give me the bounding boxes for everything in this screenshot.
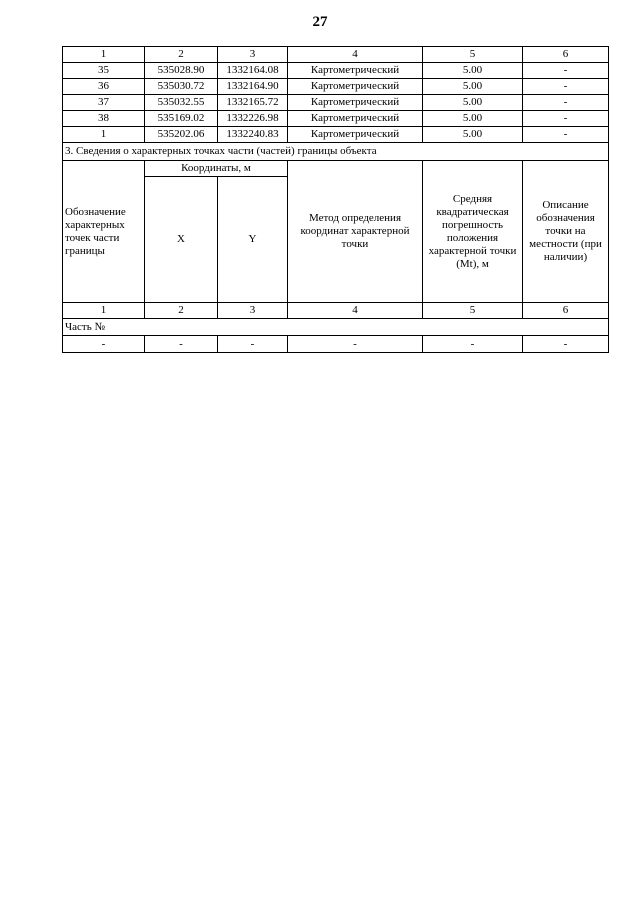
description: - <box>523 63 609 79</box>
error: 5.00 <box>423 63 523 79</box>
error: 5.00 <box>423 111 523 127</box>
method: Картометрический <box>288 79 423 95</box>
header-line: характерных <box>65 218 125 231</box>
section-title: 3. Сведения о характерных точках части (частей) границы объекта <box>63 143 609 161</box>
col-number: 4 <box>288 47 423 63</box>
col-number: 2 <box>145 47 218 63</box>
point-id: 1 <box>63 127 145 143</box>
description: - <box>523 79 609 95</box>
table-row <box>63 63 609 79</box>
points-table <box>62 46 609 353</box>
col-number: 4 <box>288 303 423 319</box>
method: Картометрический <box>288 111 423 127</box>
empty-cell: - <box>423 336 523 353</box>
point-id: 36 <box>63 79 145 95</box>
points-designation-header <box>63 161 145 303</box>
method-header: Метод определения координат характерной точки <box>288 161 423 303</box>
table-row <box>63 336 609 353</box>
point-id: 38 <box>63 111 145 127</box>
x-header: X <box>145 177 218 303</box>
section-title-row <box>63 143 609 161</box>
description: - <box>523 95 609 111</box>
empty-cell: - <box>523 336 609 353</box>
col-number: 3 <box>218 47 288 63</box>
empty-cell: - <box>145 336 218 353</box>
error-header: Средняя квадратическая погрешность положения характерной точки (Mt), м <box>423 161 523 303</box>
table-row <box>63 127 609 143</box>
empty-cell: - <box>218 336 288 353</box>
part-row <box>63 319 609 336</box>
y-header: Y <box>218 177 288 303</box>
table-row <box>63 111 609 127</box>
description: - <box>523 111 609 127</box>
error: 5.00 <box>423 79 523 95</box>
table-header-row <box>63 47 609 63</box>
header-line: Обозначение <box>65 205 126 218</box>
coord-x: 535032.55 <box>145 95 218 111</box>
page-number: 27 <box>312 14 328 30</box>
col-number: 6 <box>523 47 609 63</box>
method: Картометрический <box>288 63 423 79</box>
point-id: 35 <box>63 63 145 79</box>
method: Картометрический <box>288 95 423 111</box>
coord-x: 535028.90 <box>145 63 218 79</box>
coord-y: 1332165.72 <box>218 95 288 111</box>
error: 5.00 <box>423 95 523 111</box>
coord-x: 535030.72 <box>145 79 218 95</box>
empty-cell: - <box>288 336 423 353</box>
coord-y: 1332164.08 <box>218 63 288 79</box>
table-row <box>63 95 609 111</box>
section-numbers-row <box>63 303 609 319</box>
table-row <box>63 79 609 95</box>
header-line: точек части <box>65 231 120 244</box>
col-number: 1 <box>63 303 145 319</box>
description: - <box>523 127 609 143</box>
coordinates-header: Координаты, м <box>145 161 288 177</box>
coord-y: 1332164.90 <box>218 79 288 95</box>
coord-y: 1332240.83 <box>218 127 288 143</box>
coord-y: 1332226.98 <box>218 111 288 127</box>
col-number: 3 <box>218 303 288 319</box>
col-number: 6 <box>523 303 609 319</box>
error: 5.00 <box>423 127 523 143</box>
empty-cell: - <box>63 336 145 353</box>
method: Картометрический <box>288 127 423 143</box>
coord-x: 535202.06 <box>145 127 218 143</box>
col-number: 5 <box>423 47 523 63</box>
header-line: границы <box>65 244 105 257</box>
coord-x: 535169.02 <box>145 111 218 127</box>
point-id: 37 <box>63 95 145 111</box>
col-number: 5 <box>423 303 523 319</box>
part-label: Часть № <box>63 319 609 336</box>
section-header-row <box>63 161 609 177</box>
description-header: Описание обозначения точки на местности (при наличии) <box>523 161 609 303</box>
col-number: 1 <box>63 47 145 63</box>
col-number: 2 <box>145 303 218 319</box>
